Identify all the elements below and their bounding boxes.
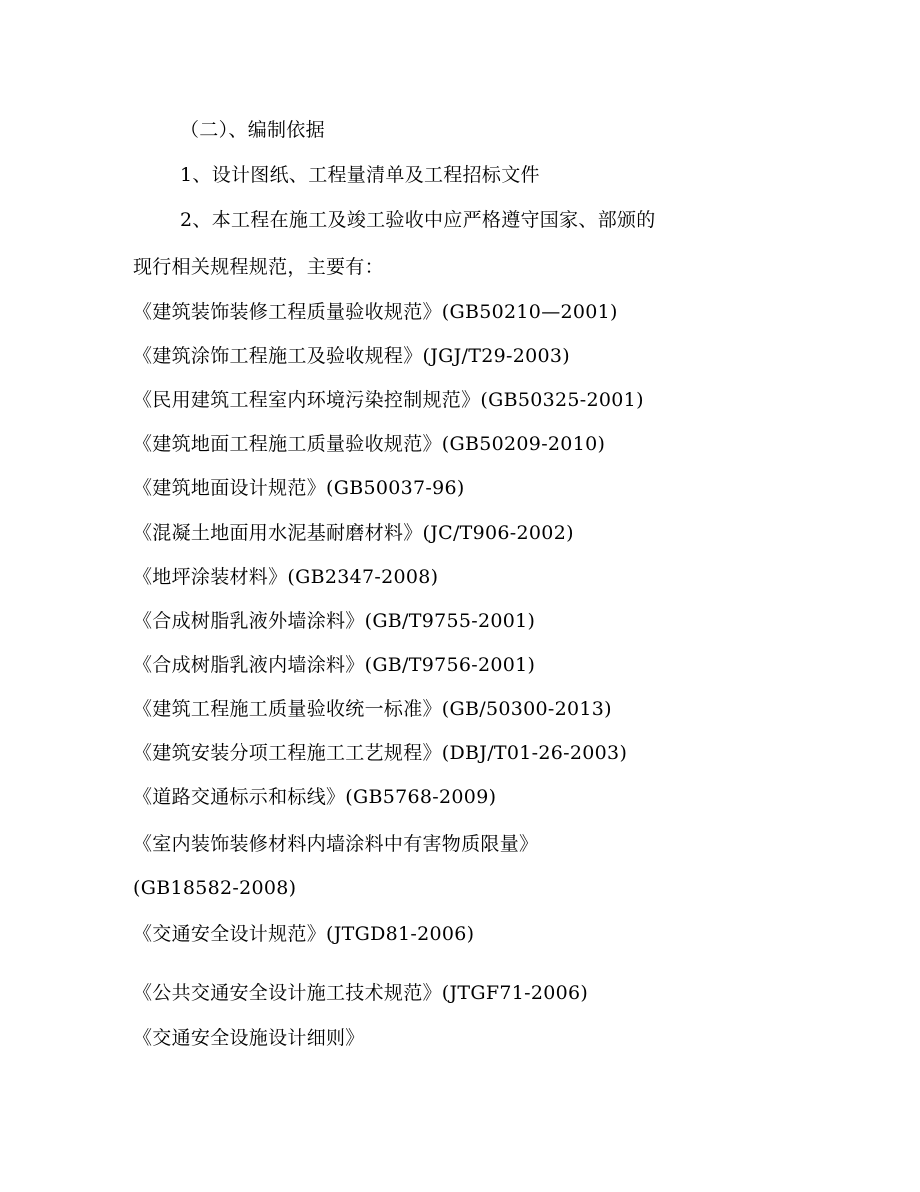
point-1: 1、设计图纸、工程量清单及工程招标文件 [180,164,540,186]
standard-item: 《建筑工程施工质量验收统一标准》(GB/50300-2013) [133,698,612,720]
standard-item: 《建筑涂饰工程施工及验收规程》(JGJ/T29-2003) [133,345,570,367]
standard-item: 《交通安全设计规范》(JTGD81-2006) [133,923,475,945]
standard-item: 《建筑地面设计规范》(GB50037-96) [133,477,465,499]
standard-item: 《建筑安装分项工程施工工艺规程》(DBJ/T01-26-2003) [133,742,628,764]
standard-item: 《交通安全设施设计细则》 [133,1027,365,1049]
standard-item: 《民用建筑工程室内环境污染控制规范》(GB50325-2001) [133,389,644,411]
standard-item: 《混凝土地面用水泥基耐磨材料》(JC/T906-2002) [133,522,574,544]
point-2-line-1: 2、本工程在施工及竣工验收中应严格遵守国家、部颁的 [180,209,656,231]
standard-item: 《地坪涂装材料》(GB2347-2008) [133,566,439,588]
point-2-line-2: 现行相关规程规范，主要有： [133,256,384,278]
standard-item: 《合成树脂乳液外墙涂料》(GB/T9755-2001) [133,610,536,632]
standard-item: 《公共交通安全设计施工技术规范》(JTGF71-2006) [133,982,589,1004]
standard-item: 《道路交通标示和标线》(GB5768-2009) [133,786,497,808]
standard-item: 《室内装饰装修材料内墙涂料中有害物质限量》 [133,833,539,855]
section-heading: （二）、编制依据 [180,119,325,141]
standard-item: 《合成树脂乳液内墙涂料》(GB/T9756-2001) [133,654,536,676]
standard-item-code: (GB18582-2008) [133,877,297,899]
standard-item: 《建筑地面工程施工质量验收规范》(GB50209-2010) [133,433,606,455]
standard-item: 《建筑装饰装修工程质量验收规范》(GB50210—2001) [133,301,618,323]
